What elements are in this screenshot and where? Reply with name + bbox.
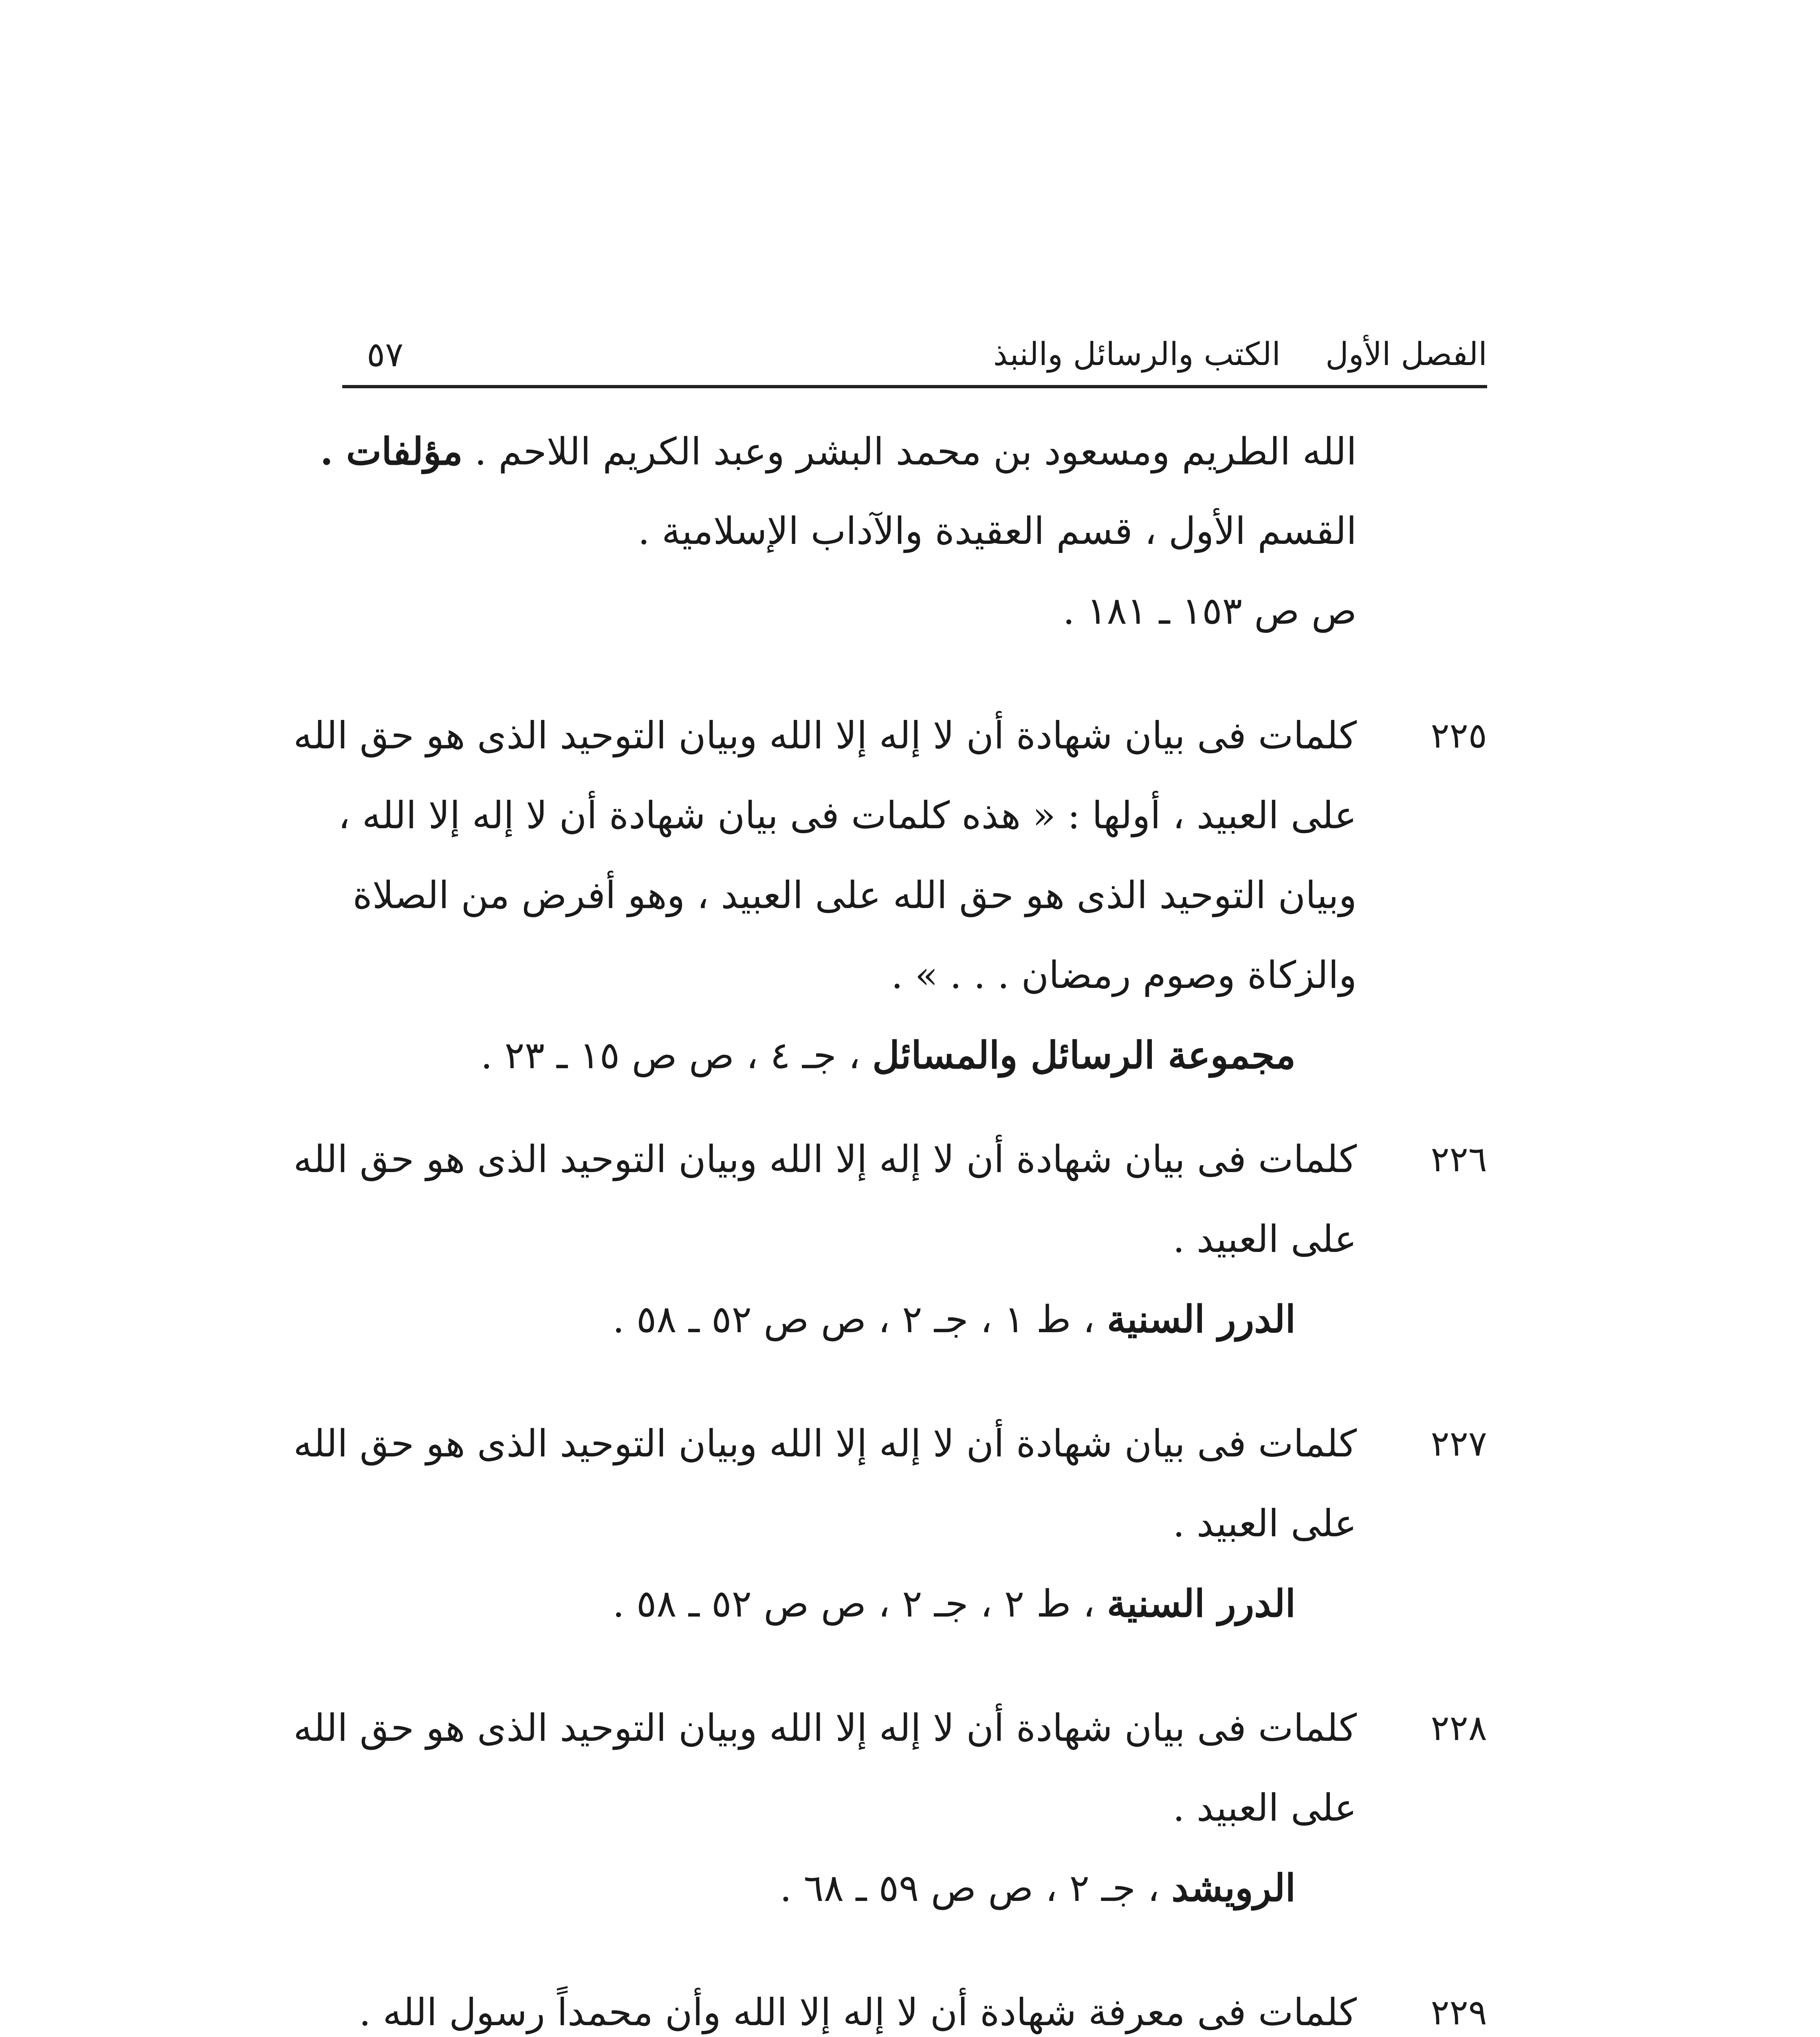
bold-label: مؤلفات .	[320, 429, 463, 473]
entry-number: ٢٢٨	[1430, 1708, 1487, 1749]
text-line: كلمات فى بيان شهادة أن لا إله إلا الله وبيان التوحيد الذى هو حق الله	[293, 1706, 1357, 1750]
text-line: كلمات فى بيان شهادة أن لا إله إلا الله وبيان التوحيد الذى هو حق الله	[293, 714, 1357, 757]
header-rule	[342, 385, 1487, 388]
text-line: القسم الأول ، قسم العقيدة والآداب الإسلامية .	[638, 509, 1357, 553]
page-content	[293, 411, 1487, 2037]
source-line	[342, 1015, 1487, 1095]
source-title: الدرر السنية	[1107, 1297, 1296, 1341]
source-line	[342, 1848, 1487, 1928]
text-line: وبيان التوحيد الذى هو حق الله على العبيد ، وهو أفرض من الصلاة	[352, 873, 1357, 917]
source-title: الدرر السنية	[1107, 1582, 1296, 1626]
entry-number: ٢٢٦	[1430, 1139, 1487, 1180]
text-line: على العبيد .	[1173, 1786, 1357, 1830]
source-details: ، جـ ٢ ، ص ص ٥٩ ـ ٦٨ .	[779, 1866, 1172, 1910]
continued-entry	[320, 411, 1487, 651]
bibliography-entry	[293, 1688, 1487, 1928]
text-line: على العبيد ، أولها : « هذه كلمات فى بيان شهادة أن لا إله إلا الله ،	[338, 794, 1357, 837]
text-line: الله الطريم ومسعود بن محمد البشر وعبد الكريم اللاحم . مؤلفات .	[320, 429, 1357, 473]
entry-number: ٢٢٩	[1430, 1992, 1487, 2033]
source-line	[342, 1279, 1487, 1359]
page-number: ٥٧	[367, 334, 404, 374]
text-line: كلمات فى معرفة شهادة أن لا إله إلا الله وأن محمداً رسول الله .	[359, 1991, 1357, 2034]
source-details: ، ط ١ ، جـ ٢ ، ص ص ٥٢ ـ ٥٨ .	[612, 1298, 1107, 1341]
bibliography-entry	[342, 1973, 1487, 2037]
entry-number: ٢٢٧	[1430, 1423, 1487, 1464]
text-line: والزكاة وصوم رمضان . . . » .	[891, 953, 1357, 997]
text-line: ص ص ١٥٣ ـ ١٨١ .	[1063, 589, 1357, 633]
text-line: على العبيد .	[1173, 1502, 1357, 1545]
text-line: كلمات فى بيان شهادة أن لا إله إلا الله وبيان التوحيد الذى هو حق الله	[293, 1137, 1357, 1181]
source-line	[342, 1564, 1487, 1643]
source-details: ، ط ٢ ، جـ ٢ ، ص ص ٥٢ ـ ٥٨ .	[612, 1582, 1107, 1626]
bibliography-entry	[293, 1120, 1487, 1359]
source-title: مجموعة الرسائل والمسائل	[872, 1033, 1296, 1077]
text-line: كلمات فى بيان شهادة أن لا إله إلا الله وبيان التوحيد الذى هو حق الله	[293, 1422, 1357, 1465]
source-details: ، جـ ٤ ، ص ص ١٥ ـ ٢٣ .	[480, 1034, 872, 1077]
source-title: الرويشد	[1171, 1866, 1296, 1910]
entry-number: ٢٢٥	[1430, 715, 1487, 756]
bibliography-entry	[293, 696, 1487, 1095]
header-title	[993, 330, 1487, 379]
text-line: على العبيد .	[1173, 1217, 1357, 1261]
running-header	[342, 330, 1487, 379]
header-chapter: الفصل الأول	[1325, 336, 1487, 373]
bibliography-entry	[293, 1404, 1487, 1643]
header-section-title: الكتب والرسائل والنبذ	[993, 336, 1281, 373]
